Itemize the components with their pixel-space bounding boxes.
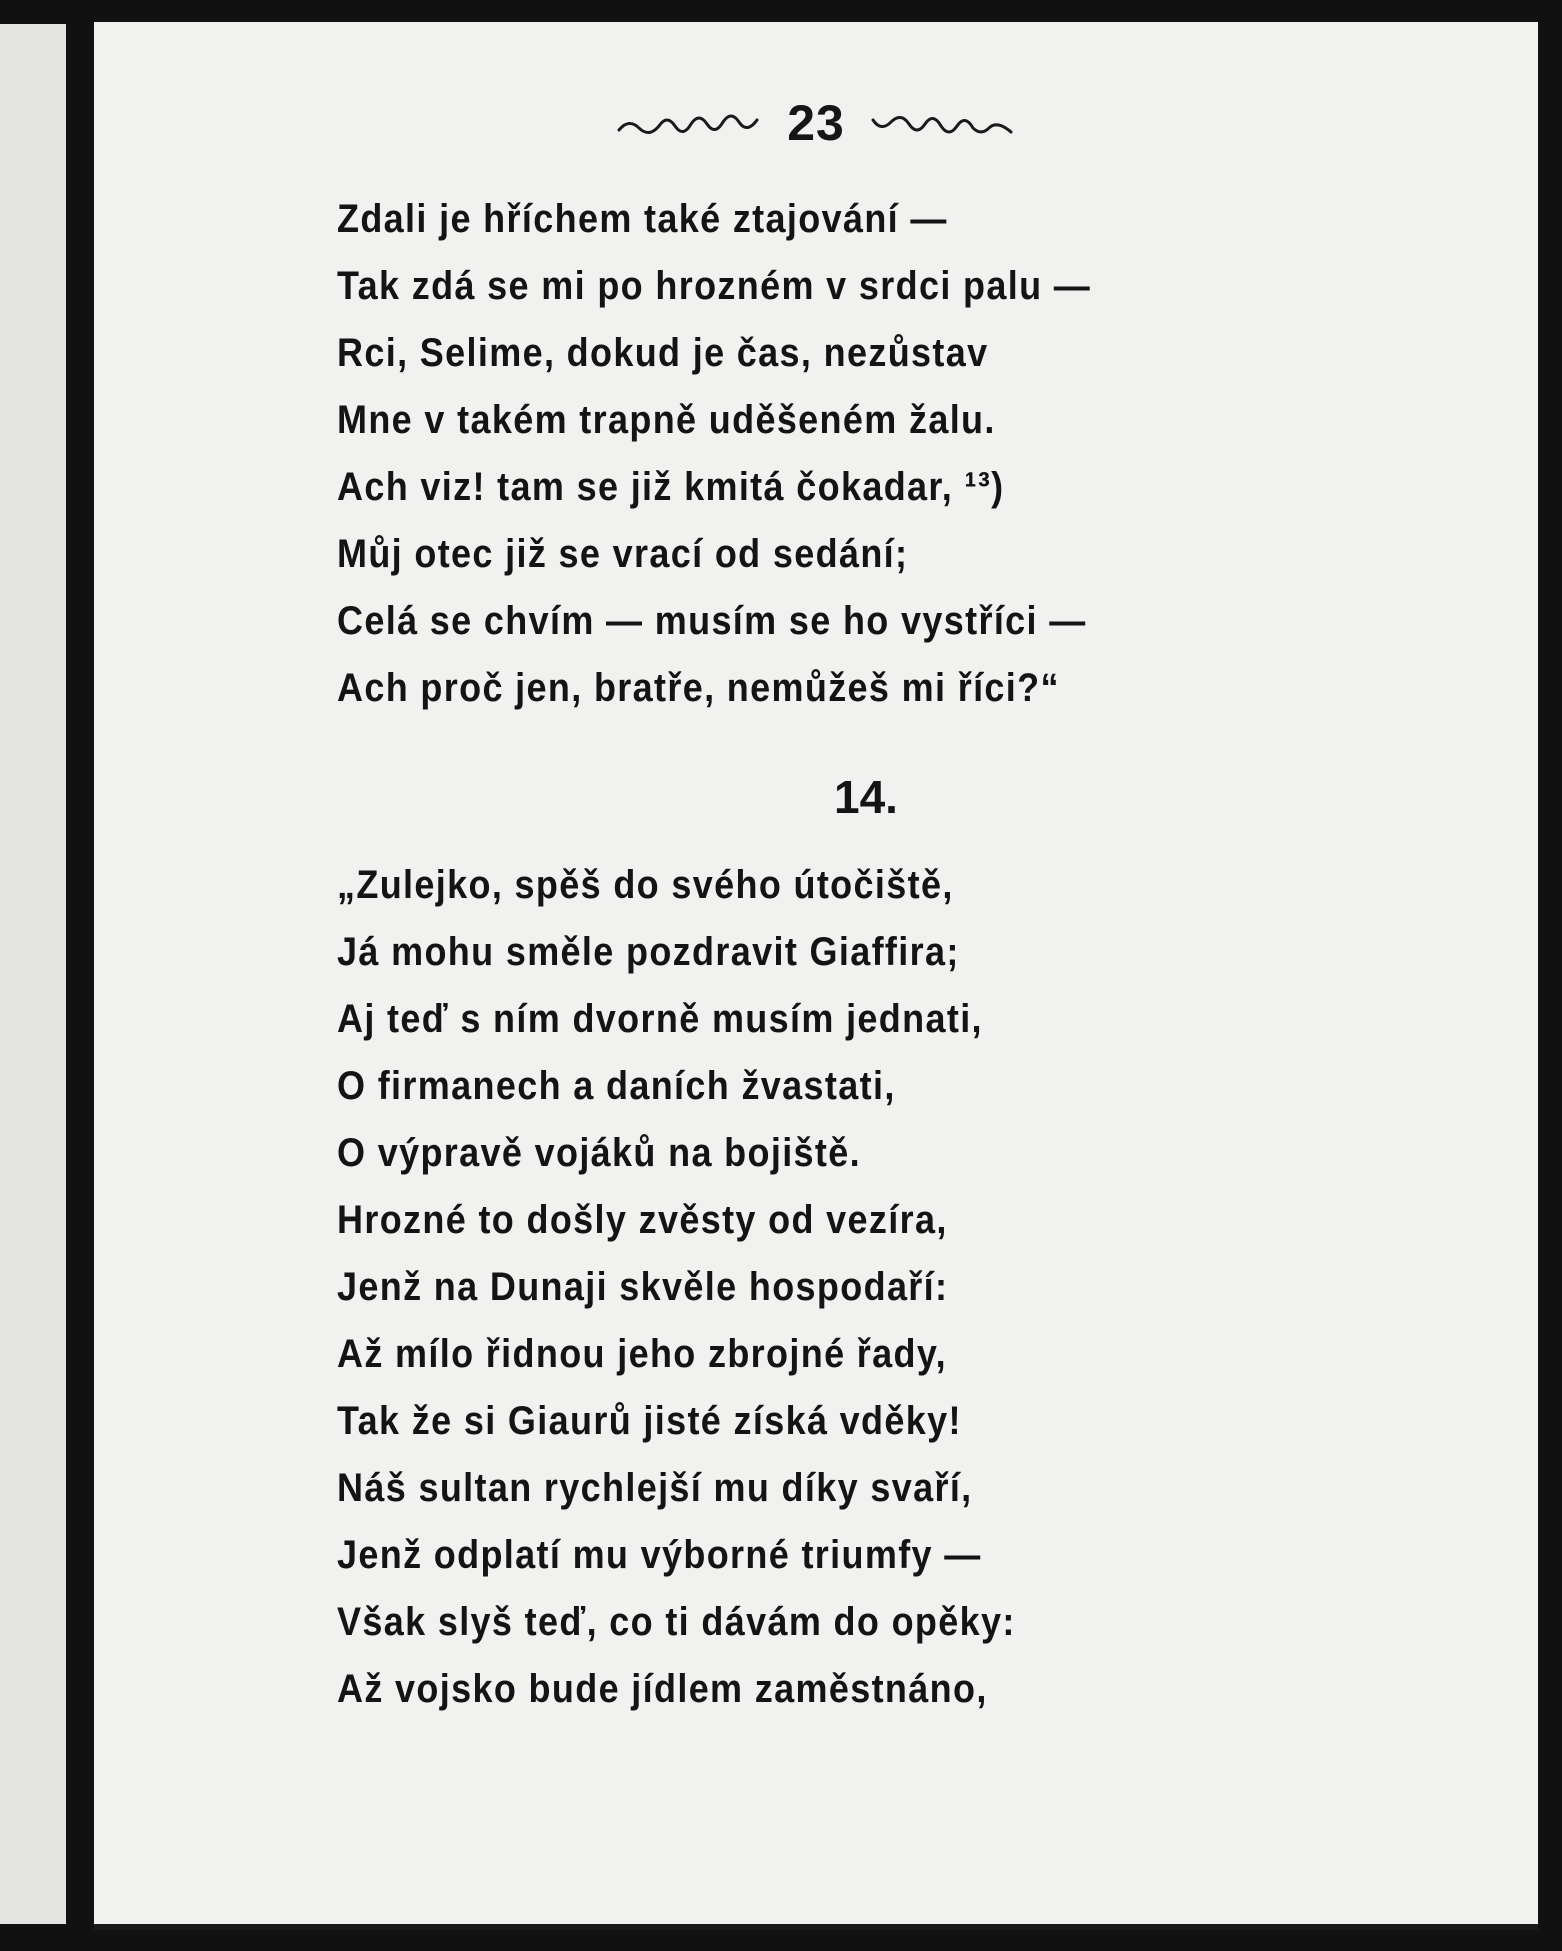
page-header [94, 94, 1538, 152]
verse-line: Však slyš teď, co ti dávám do opěky: [337, 1600, 1016, 1644]
verse-line: Rci, Selime, dokud je čas, nezůstav [337, 331, 989, 375]
stanza-number: 14. [834, 771, 898, 823]
verse-line: Můj otec již se vrací od sedání; [337, 532, 909, 576]
verse-line: Zdali je hříchem také ztajování — [337, 197, 948, 241]
verse-line: O výpravě vojáků na bojiště. [337, 1131, 861, 1175]
verse-line: Já mohu směle pozdravit Giaffira; [337, 930, 960, 974]
verse-line: Náš sultan rychlejší mu díky svaří, [337, 1466, 973, 1510]
page-bottom-edge [94, 1924, 1538, 1930]
page-sheet [94, 22, 1538, 1930]
verse-line: Tak že si Giaurů jisté získá vděky! [337, 1399, 962, 1443]
right-ornament-icon [865, 106, 1015, 140]
verse-line: O firmanech a daních žvastati, [337, 1064, 896, 1108]
verse-line: Celá se chvím — musím se ho vystříci — [337, 599, 1087, 643]
verse-line: Až vojsko bude jídlem zaměstnáno, [337, 1667, 988, 1711]
verse-line: Aj teď s ním dvorně musím jednati, [337, 997, 983, 1041]
previous-page-edge [0, 24, 66, 1924]
stanza-14 [337, 852, 1016, 1723]
verse-line: Hrozné to došly zvěsty od vezíra, [337, 1198, 948, 1242]
verse-line: Tak zdá se mi po hrozném v srdci palu — [337, 264, 1092, 308]
verse-line: Ach viz! tam se již kmitá čokadar, ¹³) [337, 465, 1005, 509]
verse-line: Mne v takém trapně uděšeném žalu. [337, 398, 996, 442]
verse-line: Jenž odplatí mu výborné triumfy — [337, 1533, 982, 1577]
stanza-13-end [337, 186, 1091, 722]
verse-line: Ach proč jen, bratře, nemůžeš mi říci?“ [337, 666, 1060, 710]
verse-line: Až mílo řidnou jeho zbrojné řady, [337, 1332, 947, 1376]
left-ornament-icon [617, 106, 767, 140]
verse-line: „Zulejko, spěš do svého útočiště, [337, 863, 954, 907]
verse-line: Jenž na Dunaji skvěle hospodaří: [337, 1265, 949, 1309]
page-number: 23 [787, 95, 845, 151]
